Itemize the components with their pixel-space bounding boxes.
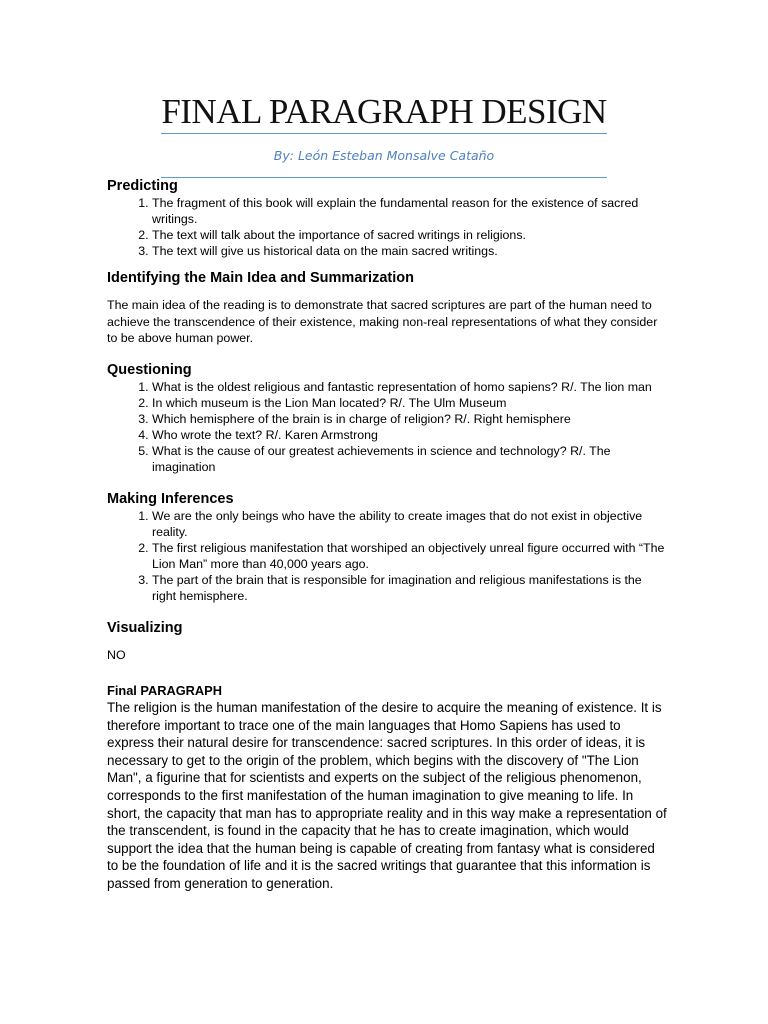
questioning-list bbox=[107, 379, 667, 475]
section-heading-inferences: Making Inferences bbox=[107, 490, 234, 507]
list-item: 4. Who wrote the text? R/. Karen Armstrong bbox=[152, 427, 667, 443]
author-byline: By: León Esteban Monsalve Cataño bbox=[273, 148, 495, 163]
list-item: 2. In which museum is the Lion Man located? R/. The Ulm Museum bbox=[152, 395, 667, 411]
section-inferences bbox=[107, 490, 667, 604]
list-item: 5. What is the cause of our greatest achievements in science and technology? R/. The imagination bbox=[152, 443, 667, 475]
list-item: 2. The text will talk about the importance of sacred writings in religions. bbox=[152, 227, 667, 243]
document-title: FINAL PARAGRAPH DESIGN bbox=[161, 92, 607, 131]
section-heading-main-idea: Identifying the Main Idea and Summarization bbox=[107, 270, 414, 286]
section-final-paragraph bbox=[107, 682, 667, 893]
list-item: 1. We are the only beings who have the ability to create images that do not exist in objective reality. bbox=[152, 508, 667, 540]
section-heading-questioning: Questioning bbox=[107, 361, 192, 378]
section-heading-predicting: Predicting bbox=[107, 178, 178, 194]
section-visualizing bbox=[107, 619, 667, 664]
section-heading-visualizing: Visualizing bbox=[107, 619, 183, 636]
visualizing-text: NO bbox=[107, 647, 126, 662]
list-item: 3. The part of the brain that is responsible for imagination and religious manifestations is the right hemisphere. bbox=[152, 572, 667, 604]
final-paragraph-text: The religion is the human manifestation of the desire to acquire the meaning of existence. It is therefore important to trace one of the main languages that Homo Sapiens has used to express their natural desire for transcendence: sacred scriptures. In this order of ideas, it is necessary to get to the origin of the problem, which begins with the discovery of "The Lion Man", a figurine that for scientists and experts on the subject of the religious phenomenon, corresponds to the first manifestation of the human imagination to give meaning to life. In short, the capacity that man has to appropriate reality and in this way make a representation of the transcendent, is found in the capacity that he has to create imagination, which would support the idea that the human being is capable of creating from fantasy what is considered to be the foundation of life and it is the sacred writings that guarantee that this information is passed from generation to generation. bbox=[107, 700, 667, 891]
list-item: 2. The first religious manifestation that worshiped an objectively unreal figure occurred with “The Lion Man” more than 40,000 years ago. bbox=[152, 540, 667, 572]
section-main-idea bbox=[107, 269, 667, 347]
list-item: 1. The fragment of this book will explain the fundamental reason for the existence of sacred writings. bbox=[152, 195, 667, 227]
section-questioning bbox=[107, 361, 667, 475]
inferences-list bbox=[107, 508, 667, 604]
list-item: 1. What is the oldest religious and fantastic representation of homo sapiens? R/. The lion man bbox=[152, 379, 667, 395]
list-item: 3. Which hemisphere of the brain is in charge of religion? R/. Right hemisphere bbox=[152, 411, 667, 427]
predicting-list bbox=[107, 195, 667, 259]
section-predicting bbox=[107, 177, 667, 259]
document-body bbox=[107, 177, 667, 893]
main-idea-text: The main idea of the reading is to demonstrate that sacred scriptures are part of the human need to achieve the transcendence of their existence, making non-real representations of what they consider to be above human power. bbox=[107, 298, 658, 345]
list-item: 3. The text will give us historical data on the main sacred writings. bbox=[152, 243, 667, 259]
section-heading-final: Final PARAGRAPH bbox=[107, 683, 222, 698]
title-underline bbox=[161, 133, 607, 134]
